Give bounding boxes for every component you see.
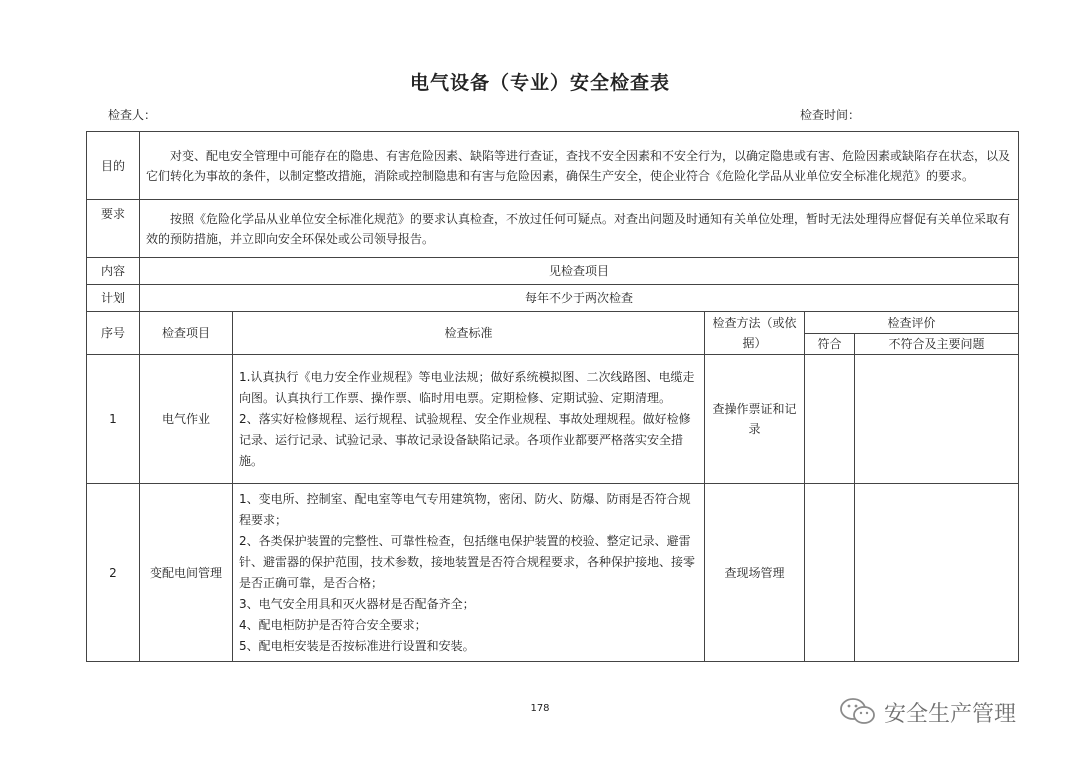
standard-line: 5、配电柜安装是否按标准进行设置和安装。 — [239, 638, 475, 653]
row-conform-cell — [805, 484, 855, 662]
header-nonconform: 不符合及主要问题 — [855, 334, 1019, 355]
header-standard: 检查标准 — [233, 312, 705, 355]
wechat-icon — [838, 696, 878, 728]
standard-line: 2、落实好检修规程、运行规程、试验规程、安全作业规程、事故处理规程。做好检修记录、运行记录、试验记录、事故记录设备缺陷记录。各项作业都要严格落实安全措施。 — [239, 411, 691, 468]
row-nonconform-cell — [855, 355, 1019, 484]
row-conform-cell — [805, 355, 855, 484]
row-standard — [233, 484, 705, 662]
page-title: 电气设备（专业）安全检查表 — [409, 72, 670, 94]
plan-label: 计划 — [87, 285, 140, 312]
row-nonconform-cell — [855, 484, 1019, 662]
inspection-time-label: 检查时间： — [800, 108, 861, 122]
purpose-row — [87, 132, 1019, 200]
standard-line: 2、各类保护装置的完整性、可靠性检查，包括继电保护装置的校验、整定记录、避雷针、避雷器的保护范围，技术参数，接地装置是否符合规程要求，各种保护接地、接零是否正确可靠，是否合格； — [239, 533, 696, 590]
purpose-label: 目的 — [87, 132, 140, 200]
standard-line: 3、电气安全用具和灭火器材是否配备齐全； — [239, 596, 475, 611]
inspection-table — [86, 131, 1019, 662]
plan-text: 每年不少于两次检查 — [140, 285, 1019, 312]
page-number: 178 — [530, 703, 550, 714]
standard-line: 4、配电柜防护是否符合安全要求； — [239, 617, 427, 632]
row-no: 1 — [87, 355, 140, 484]
row-standard — [233, 355, 705, 484]
row-method: 查现场管理 — [705, 484, 805, 662]
header-no: 序号 — [87, 312, 140, 355]
row-item: 电气作业 — [140, 355, 233, 484]
watermark-text: 安全生产管理 — [884, 701, 1017, 727]
header-conform: 符合 — [805, 334, 855, 355]
row-method: 查操作票证和记录 — [705, 355, 805, 484]
inspector-label: 检查人： — [108, 108, 157, 122]
table-row — [87, 484, 1019, 662]
row-no: 2 — [87, 484, 140, 662]
standard-line: 1.认真执行《电力安全作业规程》等电业法规；做好系统模拟图、二次线路图、电缆走向图。认真执行工作票、操作票、临时用电票。定期检修、定期试验、定期清理。 — [239, 369, 695, 405]
requirement-label: 要求 — [87, 200, 140, 258]
plan-row — [87, 285, 1019, 312]
watermark — [838, 696, 1016, 728]
row-item: 变配电间管理 — [140, 484, 233, 662]
requirement-row — [87, 200, 1019, 258]
requirement-text: 按照《危险化学品从业单位安全标准化规范》的要求认真检查，不放过任何可疑点。对查出问题及时通知有关单位处理，暂时无法处理得应督促有关单位采取有效的预防措施，并立即向安全环保处或公司领导报告。 — [140, 200, 1019, 258]
content-text: 见检查项目 — [140, 258, 1019, 285]
header-evaluation: 检查评价 — [805, 312, 1019, 334]
content-row — [87, 258, 1019, 285]
header-item: 检查项目 — [140, 312, 233, 355]
standard-line: 1、变电所、控制室、配电室等电气专用建筑物，密闭、防火、防爆、防雨是否符合规程要求； — [239, 491, 691, 527]
purpose-text: 对变、配电安全管理中可能存在的隐患、有害危险因素、缺陷等进行查证，查找不安全因素和不安全行为，以确定隐患或有害、危险因素或缺陷存在状态，以及它们转化为事故的条件，以制定整改措施，消除或控制隐患和有害与危险因素，确保生产安全，使企业符合《危险化学品从业单位安全标准化规范》的要求。 — [140, 132, 1019, 200]
table-row — [87, 355, 1019, 484]
content-label: 内容 — [87, 258, 140, 285]
header-method: 检查方法（或依据） — [705, 312, 805, 355]
header-row — [87, 312, 1019, 334]
